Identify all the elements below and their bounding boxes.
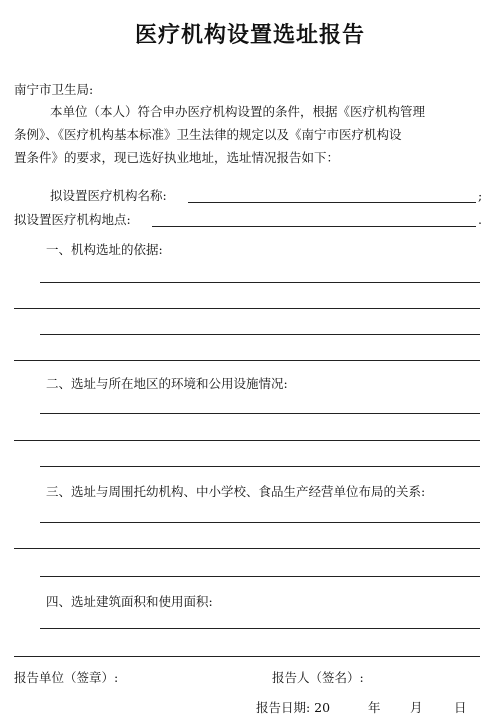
report-date-day: 日 — [454, 700, 467, 715]
report-date-year: 年 — [368, 700, 381, 715]
addressee: 南宁市卫生局: — [14, 82, 94, 97]
intro-line-1: 本单位（本人）符合申办医疗机构设置的条件，根据《医疗机构管理 — [50, 104, 426, 119]
section-4-heading: 四、选址建筑面积和使用面积: — [46, 594, 213, 609]
report-date-month: 月 — [410, 700, 423, 715]
writing-line[interactable] — [40, 282, 480, 283]
section-2-heading: 二、选址与所在地区的环境和公用设施情况: — [46, 376, 288, 391]
writing-line[interactable] — [14, 360, 480, 361]
field-name-underline[interactable] — [188, 202, 476, 203]
writing-line[interactable] — [40, 334, 480, 335]
writing-line[interactable] — [14, 656, 480, 657]
writing-line[interactable] — [40, 576, 480, 577]
field-name-end: ; — [478, 188, 483, 203]
page-title: 医疗机构设置选址报告 — [134, 22, 365, 48]
field-location-underline[interactable] — [152, 226, 476, 227]
writing-line[interactable] — [14, 440, 480, 441]
field-name-label: 拟设置医疗机构名称: — [50, 188, 167, 203]
writing-line[interactable] — [40, 522, 480, 523]
intro-line-3: 置条件》的要求，现已选好执业地址，选址情况报告如下： — [14, 150, 340, 165]
section-3-heading: 三、选址与周围托幼机构、中小学校、食品生产经营单位布局的关系: — [46, 484, 426, 499]
section-1-heading: 一、机构选址的依据: — [46, 242, 163, 257]
writing-line[interactable] — [14, 308, 480, 309]
writing-line[interactable] — [40, 466, 480, 467]
intro-line-2: 条例》、《医疗机构基本标准》卫生法律的规定以及《南宁市医疗机构设 — [14, 127, 402, 142]
writing-line[interactable] — [14, 548, 480, 549]
writing-line[interactable] — [40, 413, 480, 414]
reporter-label: 报告人（签名）: — [272, 670, 364, 685]
report-unit-label: 报告单位（签章）: — [14, 670, 119, 685]
report-date-label: 报告日期: 20 — [256, 700, 331, 715]
writing-line[interactable] — [40, 628, 480, 629]
field-location-end: . — [478, 212, 482, 227]
field-location-label: 拟设置医疗机构地点: — [14, 212, 131, 227]
